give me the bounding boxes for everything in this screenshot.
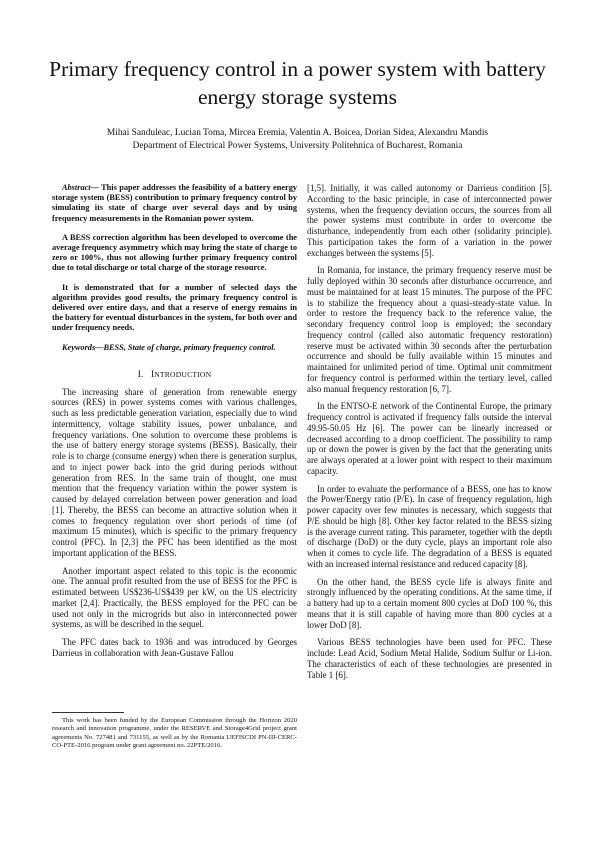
funding-footnote bbox=[52, 712, 297, 751]
abstract-paragraph-2: A BESS correction algorithm has been developed to overcome the average frequency asymmetry which may bring the state of charge to zero or 100%, thus not allowing further primary frequency control due to total discharge or total charge of the storage resource. bbox=[52, 232, 297, 273]
footnote-rule bbox=[52, 712, 124, 713]
keywords: Keywords—BESS, State of charge, primary frequency control. bbox=[62, 342, 276, 352]
right-paragraph-6: Various BESS technologies have been used for PFC. These include: Lead Acid, Sodium Metal Halide, Sodium Sulfur or Li-ion. The characteristics of each of these technologies are presented in Table 1 [6]. bbox=[307, 637, 552, 680]
section-number: I. bbox=[137, 368, 144, 379]
footnote-text: This work has been funded by the European Commission through the Horizon 2020 research and innovation programme, under the RESERVE and Storage4Grid project grant agreements No. 727481 and 731155, as well as by the Romania UEFISCDI PN-III-CERC-CO-PTE-2016 program under grant agreement no. 22PTE/2016. bbox=[52, 717, 297, 750]
abstract-text-1: This paper addresses the feasibility of a battery energy storage system (BESS) contribution to primary frequency control by simulating its state of charge over several days and by using frequency measurements in the Romanian power system. bbox=[52, 183, 297, 223]
section-heading-introduction bbox=[52, 369, 297, 381]
affiliation: Department of Electrical Power Systems, University Politehnica of Bucharest, Romania bbox=[132, 140, 463, 151]
author-list: Mihai Sanduleac, Lucian Toma, Mircea Eremia, Valentin A. Boicea, Dorian Sidea, Alexandru Mandis bbox=[106, 128, 489, 138]
right-paragraph-1: [1,5]. Initially, it was called autonomy or Darrieus condition [5]. According to the basic principle, in case of interconnected power systems, when the frequency deviation occurs, the sources from all the power systems must contribute in order to overcome the disturbance, independently from each other (solidarity principle). This participation takes the form of a variation in the power exchanges between the systems [5]. bbox=[307, 183, 552, 258]
right-paragraph-4: In order to evaluate the performance of a BESS, one has to know the Power/Energy ratio (P/E). In case of frequency regulation, high power capacity over few minutes is necessary, which suggests that P/E should be high [8]. Other key factor related to the BESS sizing is the average current rating. This parameter, together with the depth of discharge (DoD) or the duty cycle, plays an important role also when it comes to cycle life. The degradation of a BESS is equated with an increased internal resistance and reduced capacity [8]. bbox=[307, 483, 552, 569]
right-paragraph-5: On the other hand, the BESS cycle life is always finite and strongly influenced by the operating conditions. At the same time, if a battery had up to a certain moment 800 cycles at DoD 100 %, this means that it is still capable of having more than 800 cycles at a lower DoD [8]. bbox=[307, 576, 552, 630]
right-paragraph-2: In Romania, for instance, the primary frequency reserve must be fully deployed within 30 seconds after disturbance occurrence, and must be maintained for at least 15 minutes. The purpose of the PFC is to stabilize the frequency about a quasi-steady-state value. In order to restore the frequency back to the reference value, the secondary frequency control loop is employed; the secondary frequency control (called also automatic frequency restoration) reserve must be activated within 30 seconds after the perturbation occurrence and should be fully available within 15 minutes and maintained for unlimited period of time. Optimal unit commitment for frequency control is performed within the tertiary level, called also manual frequency restoration [6, 7]. bbox=[307, 265, 552, 394]
author-block bbox=[40, 127, 555, 152]
right-paragraph-3: In the ENTSO-E network of the Continental Europe, the primary frequency control is activated if frequency falls outside the interval 49.95-50.05 Hz [6]. The power can be linearly increased or decreased according to a droop coefficient. The possibility to ramp up or down the power is given by the fact that the generating units are always operated at a lower point with respect to their maximum capacity. bbox=[307, 401, 552, 476]
right-column bbox=[307, 183, 552, 687]
abstract-paragraph-3: It is demonstrated that for a number of selected days the algorithm provides good results, the primary frequency control is delivered over entire days, and that a reserve of energy remains in the battery for eventual disturbances in the system, for both over and under frequency needs. bbox=[52, 282, 297, 333]
section-title-rest: NTRODUCTION bbox=[154, 369, 212, 379]
left-column bbox=[52, 183, 297, 666]
abstract-lead: Abstract— bbox=[62, 183, 99, 192]
intro-paragraph-2: Another important aspect related to this topic is the economic one. The annual profit resulted from the use of BESS for the PFC is estimated between US$236-US$439 per kW, on the US electricity market [2,4]. Practically, the BESS employed for the PFC can be used not only in the microgrids but also in interconnected power systems, as will be described in the sequel. bbox=[52, 565, 297, 630]
paper-title: Primary frequency control in a power system with battery energy storage systems bbox=[49, 57, 546, 109]
intro-paragraph-1: The increasing share of generation from renewable energy sources (RES) in power systems comes with various challenges, such as less predictable generation variation, especially due to wind intermittency, voltage stability issues, power unbalance, and frequency variations. One solution to overcome these problems is the use of battery energy storage systems (BESS). Basically, their role is to charge (consume energy) when there is generation surplus, and to inject power back into the grid during periods without generation from RES. In the same train of thought, one must mention that the frequency variation within the power system is caused by delayed correlation between power generation and load [1]. Thereby, the BESS can become an attractive solution when it comes to frequency regulation over short periods of time (of maximum 15 minutes), which is specific to the primary frequency control (PFC). In [2,3] the PFC has been identified as the most important application of the BESS. bbox=[52, 386, 297, 558]
intro-paragraph-3: The PFC dates back to 1936 and was introduced by Georges Darrieus in collaboration with Jean-Gustave Fallou bbox=[52, 637, 297, 658]
abstract-paragraph-1 bbox=[52, 183, 297, 224]
section-title-first-letter: I bbox=[150, 368, 155, 379]
